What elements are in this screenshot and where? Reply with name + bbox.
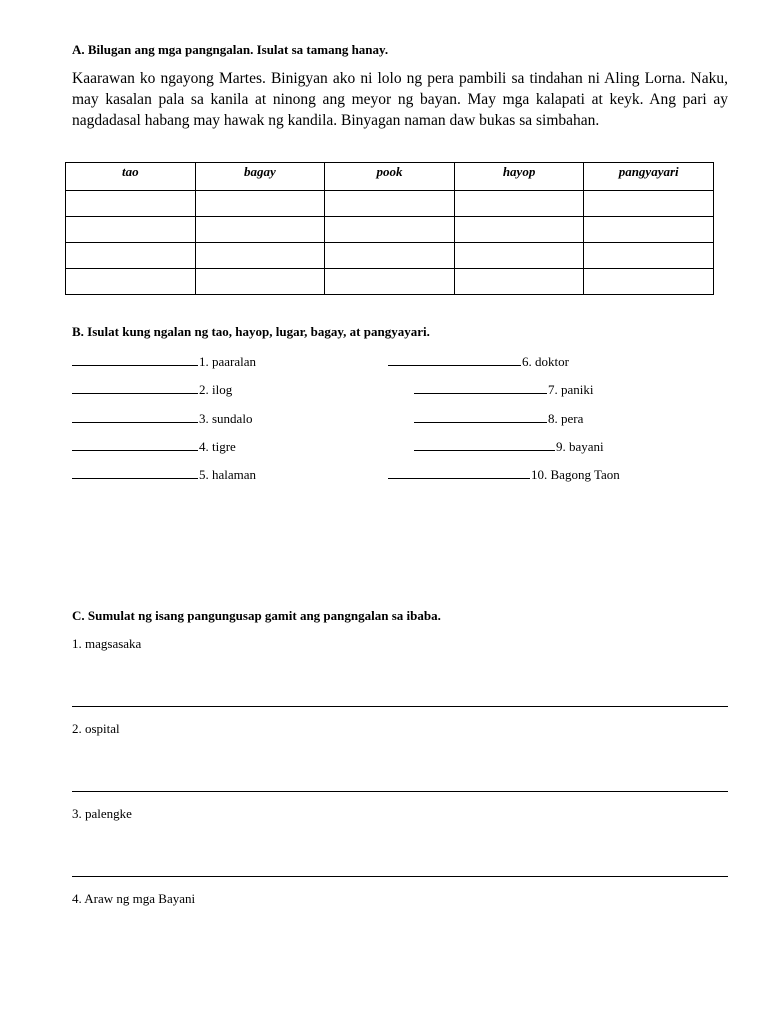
list-item [72, 466, 256, 483]
table-header-row [66, 163, 714, 191]
table-cell[interactable] [454, 243, 584, 269]
sentence-prompt: 3. palengke [72, 806, 132, 821]
list-item [388, 466, 620, 483]
answer-blank[interactable] [388, 353, 521, 366]
header-bagay: bagay [195, 163, 325, 191]
section-b-heading: B. Isulat kung ngalan ng tao, hayop, lugar, bagay, at pangyayari. [72, 324, 430, 339]
list-item [414, 381, 594, 398]
table-cell[interactable] [325, 217, 455, 243]
table-cell[interactable] [454, 191, 584, 217]
list-item [72, 381, 232, 398]
list-item [388, 353, 569, 370]
table-cell[interactable] [195, 243, 325, 269]
table-cell[interactable] [584, 243, 714, 269]
table-cell[interactable] [195, 269, 325, 295]
header-tao: tao [66, 163, 196, 191]
item-label: 4. tigre [199, 439, 236, 454]
sentence-prompt: 1. magsasaka [72, 636, 142, 651]
list-item [72, 410, 252, 427]
item-label: 5. halaman [199, 467, 257, 482]
table-cell[interactable] [584, 191, 714, 217]
list-item [72, 438, 236, 455]
answer-blank[interactable] [72, 438, 198, 451]
table-cell[interactable] [66, 217, 196, 243]
header-pangyayari: pangyayari [584, 163, 714, 191]
table-cell[interactable] [325, 269, 455, 295]
answer-blank[interactable] [414, 381, 547, 394]
item-label: 6. doktor [522, 354, 569, 369]
sentence-answer-line[interactable] [72, 876, 728, 877]
table-row [66, 191, 714, 217]
table-cell[interactable] [325, 191, 455, 217]
list-item [414, 438, 604, 455]
sentence-prompt: 4. Araw ng mga Bayani [72, 891, 196, 906]
table-cell[interactable] [454, 217, 584, 243]
table-cell[interactable] [325, 243, 455, 269]
header-hayop: hayop [454, 163, 584, 191]
table-cell[interactable] [195, 191, 325, 217]
table-row [66, 269, 714, 295]
table-row [66, 217, 714, 243]
sentence-prompt: 2. ospital [72, 721, 120, 736]
answer-blank[interactable] [72, 466, 198, 479]
table-cell[interactable] [454, 269, 584, 295]
answer-blank[interactable] [72, 410, 198, 423]
answer-blank[interactable] [414, 410, 547, 423]
item-label: 3. sundalo [199, 411, 253, 426]
noun-category-table [65, 162, 714, 295]
item-label: 8. pera [548, 411, 584, 426]
section-a-heading: A. Bilugan ang mga pangngalan. Isulat sa tamang hanay. [72, 42, 389, 57]
table-cell[interactable] [66, 269, 196, 295]
table-cell[interactable] [66, 191, 196, 217]
item-label: 2. ilog [199, 382, 233, 397]
item-label: 9. bayani [556, 439, 604, 454]
answer-blank[interactable] [388, 466, 530, 479]
table-cell[interactable] [584, 269, 714, 295]
item-label: 1. paaralan [199, 354, 257, 369]
answer-blank[interactable] [72, 353, 198, 366]
section-a-paragraph: Kaarawan ko ngayong Martes. Binigyan ako ni lolo ng pera pambili sa tindahan ni Aling Lorna. Naku, may kasalan pala sa kanila at ninong ang meyor ng bayan. May mga kalapati at keyk. Ang pari ay nagdadasal habang may hawak ng kandila. Binyagan naman daw bukas sa simbahan. [72, 70, 728, 129]
item-label: 7. paniki [548, 382, 594, 397]
table-row [66, 243, 714, 269]
table-cell[interactable] [584, 217, 714, 243]
item-label: 10. Bagong Taon [531, 467, 620, 482]
header-pook: pook [325, 163, 455, 191]
section-c-heading: C. Sumulat ng isang pangungusap gamit ang pangngalan sa ibaba. [72, 608, 441, 623]
list-item [414, 410, 583, 427]
answer-blank[interactable] [72, 381, 198, 394]
sentence-answer-line[interactable] [72, 706, 728, 707]
answer-blank[interactable] [414, 438, 555, 451]
table-cell[interactable] [195, 217, 325, 243]
sentence-answer-line[interactable] [72, 791, 728, 792]
list-item [72, 353, 256, 370]
table-cell[interactable] [66, 243, 196, 269]
